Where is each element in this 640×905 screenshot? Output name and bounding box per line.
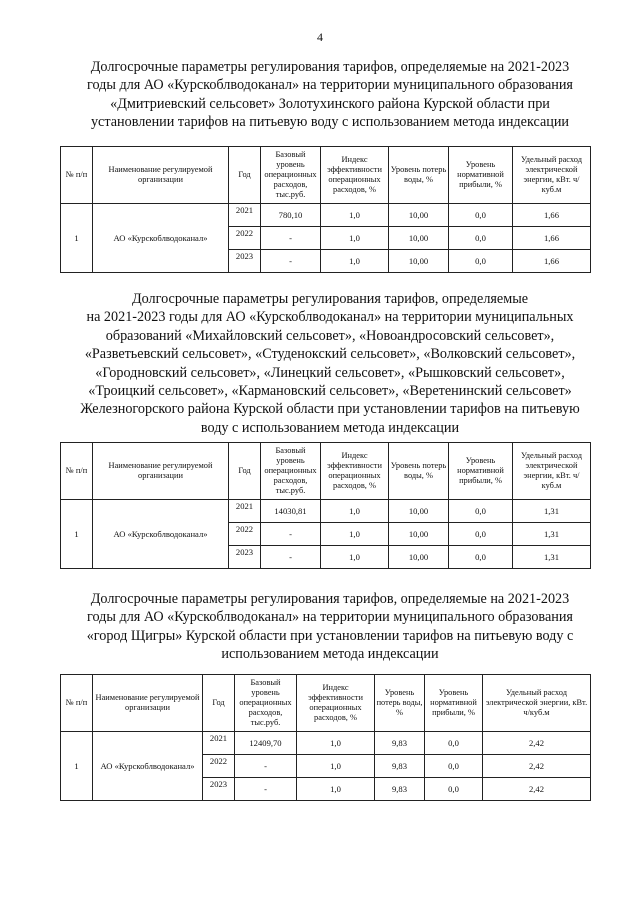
cell-profit: 0,0 (425, 755, 483, 778)
heading-line: использованием метода индексации (221, 646, 439, 663)
cell-loss: 10,00 (389, 250, 449, 273)
cell-index: 1,0 (321, 523, 389, 546)
heading-line: «Разветьевский сельсовет», «Студенокский сельсовет», «Волковский сельсовет», (84, 346, 576, 363)
col-header-index: Индекс эффективности операционных расходов, % (321, 147, 389, 204)
section-1-heading (50, 58, 610, 132)
col-header-year: Год (203, 675, 235, 732)
cell-energy: 1,66 (513, 227, 591, 250)
heading-line: «Городновский сельсовет», «Линецкий сельсовет», «Рышковский сельсовет», (95, 364, 565, 381)
cell-base: 14030,81 (261, 500, 321, 523)
col-header-org: Наименование регулируемой организации (93, 147, 229, 204)
cell-energy: 1,66 (513, 204, 591, 227)
cell-index: 1,0 (321, 546, 389, 569)
org-name: АО «Курскоблводоканал» (93, 204, 229, 273)
cell-profit: 0,0 (449, 227, 513, 250)
cell-year: 2023 (203, 778, 235, 801)
col-header-base: Базовый уровень операционных расходов, тыс.руб. (235, 675, 297, 732)
page-number: 4 (317, 30, 323, 44)
table-row (61, 732, 591, 755)
cell-index: 1,0 (297, 732, 375, 755)
cell-energy: 1,31 (513, 546, 591, 569)
table-header-row (61, 675, 591, 732)
cell-base: 780,10 (261, 204, 321, 227)
cell-base: - (235, 778, 297, 801)
col-header-num: № п/п (61, 443, 93, 500)
cell-loss: 9,83 (375, 778, 425, 801)
heading-line: на 2021-2023 годы для АО «Курскоблводоканал» на территории муниципальных (86, 309, 574, 326)
cell-year: 2022 (203, 755, 235, 778)
col-header-energy: Удельный расход электрической энергии, кВт. ч/куб.м (513, 147, 591, 204)
cell-year: 2021 (229, 500, 261, 523)
cell-year: 2022 (229, 523, 261, 546)
org-name: АО «Курскоблводоканал» (93, 500, 229, 569)
org-name: АО «Курскоблводоканал» (93, 732, 203, 801)
heading-line: воду с использованием метода индексации (200, 419, 460, 436)
cell-loss: 10,00 (389, 227, 449, 250)
cell-energy: 1,31 (513, 500, 591, 523)
table-row (61, 204, 591, 227)
cell-energy: 2,42 (483, 778, 591, 801)
section-3-heading (50, 590, 610, 664)
cell-energy: 2,42 (483, 732, 591, 755)
col-header-profit: Уровень нормативной прибыли, % (425, 675, 483, 732)
cell-base: - (261, 250, 321, 273)
cell-profit: 0,0 (449, 500, 513, 523)
cell-profit: 0,0 (449, 523, 513, 546)
cell-year: 2022 (229, 227, 261, 250)
heading-line: Долгосрочные параметры регулирования тарифов, определяемые на 2021-2023 (90, 59, 570, 75)
cell-loss: 10,00 (389, 523, 449, 546)
cell-profit: 0,0 (449, 250, 513, 273)
cell-index: 1,0 (321, 204, 389, 227)
heading-line: Железногорского района Курской области при установлении тарифов на питьевую (80, 401, 580, 418)
table-header-row (61, 147, 591, 204)
col-header-loss: Уровень потерь воды, % (389, 443, 449, 500)
cell-index: 1,0 (321, 500, 389, 523)
cell-base: - (261, 227, 321, 250)
col-header-base: Базовый уровень операционных расходов, тыс.руб. (261, 443, 321, 500)
section-1-table (60, 146, 591, 273)
heading-line: «город Щигры» Курской области при установлении тарифов на питьевую воду с (86, 627, 574, 644)
heading-line: образований «Михайловский сельсовет», «Новоандросовский сельсовет», (105, 327, 555, 344)
heading-line: Долгосрочные параметры регулирования тарифов, определяемые на 2021-2023 (90, 591, 570, 607)
col-header-index: Индекс эффективности операционных расходов, % (321, 443, 389, 500)
section-3-table (60, 674, 591, 801)
col-header-index: Индекс эффективности операционных расходов, % (297, 675, 375, 732)
section-2-heading (48, 290, 612, 437)
cell-energy: 1,31 (513, 523, 591, 546)
col-header-year: Год (229, 443, 261, 500)
col-header-base: Базовый уровень операционных расходов, тыс.руб. (261, 147, 321, 204)
cell-profit: 0,0 (449, 546, 513, 569)
cell-index: 1,0 (297, 755, 375, 778)
col-header-org: Наименование регулируемой организации (93, 675, 203, 732)
cell-year: 2021 (203, 732, 235, 755)
cell-loss: 10,00 (389, 500, 449, 523)
row-num: 1 (61, 204, 93, 273)
table-row (61, 500, 591, 523)
cell-loss: 10,00 (389, 204, 449, 227)
col-header-num: № п/п (61, 675, 93, 732)
cell-profit: 0,0 (449, 204, 513, 227)
heading-line: установлении тарифов на питьевую воду с использованием метода индексации (90, 114, 570, 131)
cell-loss: 9,83 (375, 755, 425, 778)
col-header-org: Наименование регулируемой организации (93, 443, 229, 500)
col-header-loss: Уровень потерь воды, % (375, 675, 425, 732)
col-header-num: № п/п (61, 147, 93, 204)
col-header-loss: Уровень потерь воды, % (389, 147, 449, 204)
cell-loss: 10,00 (389, 546, 449, 569)
cell-energy: 2,42 (483, 755, 591, 778)
cell-profit: 0,0 (425, 732, 483, 755)
col-header-energy: Удельный расход электрической энергии, кВт. ч/куб.м (513, 443, 591, 500)
table-header-row (61, 443, 591, 500)
col-header-profit: Уровень нормативной прибыли, % (449, 443, 513, 500)
cell-index: 1,0 (321, 250, 389, 273)
cell-year: 2023 (229, 546, 261, 569)
cell-index: 1,0 (321, 227, 389, 250)
cell-base: - (261, 523, 321, 546)
col-header-energy: Удельный расход электрической энергии, кВт. ч/куб.м (483, 675, 591, 732)
section-2-table (60, 442, 591, 569)
heading-line: Долгосрочные параметры регулирования тарифов, определяемые (131, 291, 529, 307)
heading-line: «Дмитриевский сельсовет» Золотухинского района Курской области при (110, 95, 550, 112)
col-header-year: Год (229, 147, 261, 204)
row-num: 1 (61, 500, 93, 569)
cell-index: 1,0 (297, 778, 375, 801)
row-num: 1 (61, 732, 93, 801)
heading-line: годы для АО «Курскоблводоканал» на территории муниципального образования (87, 77, 573, 94)
cell-year: 2023 (229, 250, 261, 273)
heading-line: годы для АО «Курскоблводоканал» на территории муниципального образования (87, 609, 573, 626)
col-header-profit: Уровень нормативной прибыли, % (449, 147, 513, 204)
cell-base: - (235, 755, 297, 778)
cell-profit: 0,0 (425, 778, 483, 801)
heading-line: «Троицкий сельсовет», «Кармановский сельсовет», «Веретенинский сельсовет» (88, 383, 572, 400)
cell-base: 12409,70 (235, 732, 297, 755)
cell-year: 2021 (229, 204, 261, 227)
cell-energy: 1,66 (513, 250, 591, 273)
cell-loss: 9,83 (375, 732, 425, 755)
cell-base: - (261, 546, 321, 569)
